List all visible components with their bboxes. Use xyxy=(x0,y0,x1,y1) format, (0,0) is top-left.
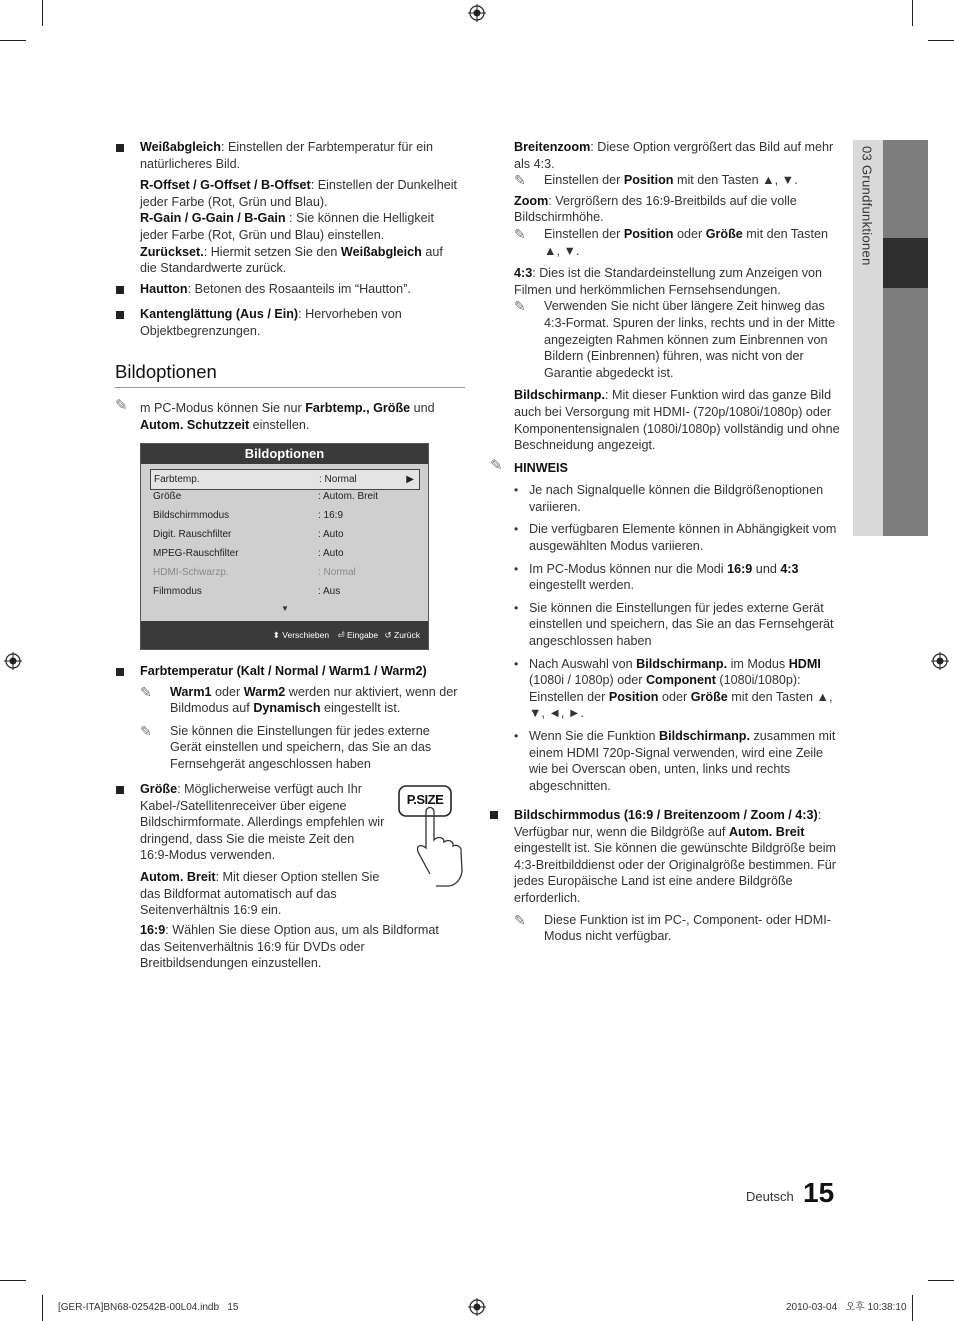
crop-mark xyxy=(42,1295,43,1321)
registration-mark-icon xyxy=(468,1298,486,1316)
crop-mark xyxy=(42,0,43,26)
page-number: 15 xyxy=(803,1177,835,1208)
pencil-note-icon: ✎ xyxy=(514,911,526,928)
farbtemperatur-item: Farbtemperatur (Kalt / Normal / Warm1 / Warm2) ✎ Warm1 oder Warm2 werden nur aktiviert, wenn der Bildmodus auf Dynamisch eingestellt ist. ✎ Sie können die Einstellungen für jedes externe Gerät einstellen und speichern, das Sie an das Fernsehgerät angeschlossen haben xyxy=(140,664,458,771)
square-bullet-icon xyxy=(116,144,124,152)
square-bullet-icon xyxy=(116,786,124,794)
side-tab-marker xyxy=(883,238,928,288)
osd-row-label: Bildschirmmodus xyxy=(153,510,230,521)
crop-mark xyxy=(912,1295,913,1321)
osd-row-value: : Autom. Breit xyxy=(318,491,379,502)
list-item: • Je nach Signalquelle können die Bildgrößenoptionen variieren. xyxy=(514,483,824,514)
arrow-down-icon: ▼ xyxy=(281,604,289,613)
move-icon: ⬍ xyxy=(272,630,280,640)
list-item: • Sie können die Einstellungen für jedes externe Gerät einstellen und speichern, das Sie an das Fernsehgerät angeschlossen haben xyxy=(514,600,834,649)
pencil-note-icon: ✎ xyxy=(514,172,526,189)
kantenglaettung-item: Kantenglättung (Aus / Ein): Hervorheben von Objektbegrenzungen. xyxy=(140,307,402,338)
osd-row-value: : Normal xyxy=(319,474,357,485)
back-label: Zurück xyxy=(394,630,420,640)
crop-mark xyxy=(928,40,954,41)
list-item: • Wenn Sie die Funktion Bildschirmanp. zusammen mit einem HDMI 720p-Signal verwenden, wird eine Zeile wie bei Overscan oben, unten, links und rechts abgeschnitten. xyxy=(514,729,836,793)
osd-row-label: Digit. Rauschfilter xyxy=(153,529,232,540)
osd-row-label: Farbtemp. xyxy=(154,474,200,485)
footer-stamp: 2010-03-04 오후 10:38:10 xyxy=(786,1302,907,1313)
list-item: • Die verfügbaren Elemente können in Abhängigkeit vom ausgewählten Modus variieren. xyxy=(514,522,837,554)
move-label: Verschieben xyxy=(282,630,330,640)
osd-row-value: : Normal xyxy=(318,567,356,578)
square-bullet-icon xyxy=(116,286,124,294)
psize-button-label: P.SIZE xyxy=(406,792,444,807)
weissabgleich-item: Weißabgleich: Einstellen der Farbtemperatur für ein natürlicheres Bild. R-Offset / G-Offset / B-Offset: Einstellen der Dunkelheit jeder Farbe (Rot, Grün und Blau). R-Gain / G-Gain / B-Gain : Sie können die Helligkeit jeder Farbe (Rot, Grün und Blau) einstellen. Zurückset.: Hiermit setzen Sie den Weißabgleich auf die Standardwerte zurück. xyxy=(140,140,458,276)
enter-icon: ⏎ xyxy=(337,630,345,640)
osd-row[interactable] xyxy=(153,525,421,544)
pencil-note-icon: ✎ xyxy=(115,397,128,414)
crop-mark xyxy=(0,1280,26,1281)
osd-row-value: : Aus xyxy=(318,586,341,597)
registration-mark-icon xyxy=(468,4,486,22)
chapter-label: 03 Grundfunktionen xyxy=(859,146,875,266)
osd-row-value: : Auto xyxy=(318,548,344,559)
arrow-right-icon: ▶ xyxy=(406,474,414,485)
enter-label: Eingabe xyxy=(346,630,379,640)
pc-mode-note: ✎ m PC-Modus können Sie nur Farbtemp., Größe und Autom. Schutzzeit einstellen. xyxy=(115,397,435,432)
osd-row-label: Filmmodus xyxy=(153,586,202,597)
osd-row-value: : 16:9 xyxy=(318,510,344,521)
heading-rule xyxy=(115,387,465,388)
square-bullet-icon xyxy=(490,811,498,819)
section-heading: Bildoptionen xyxy=(115,361,217,382)
osd-row-value: : Auto xyxy=(318,529,344,540)
osd-row[interactable] xyxy=(153,544,421,563)
osd-row xyxy=(153,563,421,582)
osd-row-label: Größe xyxy=(153,491,182,502)
osd-row-label: HDMI-Schwarzp. xyxy=(153,567,229,578)
osd-row[interactable] xyxy=(153,506,421,525)
list-item: • Nach Auswahl von Bildschirmanp. im Modus HDMI (1080i / 1080p) oder Component (1080i/1080p): Einstellen der Position oder Größe mit den Tasten ▲, ▼, ◄, ►. xyxy=(514,656,833,721)
hautton-item: Hautton: Betonen des Rosaanteils im “Hautton”. xyxy=(140,282,411,296)
right-column: Breitenzoom: Diese Option vergrößert das Bild auf mehr als 4:3. ✎ Einstellen der Position mit den Tasten ▲, ▼. Zoom: Vergrößern des 16:9-Breitbilds auf die volle Bildschirmhöhe. ✎ Einstellen der Position oder Größe mit den Tasten ▲, ▼. 4:3: Dies ist die Standardeinstellung zum Anzeigen von Filmen und herkömmlichen Fernsehsendungen. ✎ Verwenden Sie nicht über längere Zeit hinweg das 4:3-Format. Spuren der links, rechts und in der Mitte angezeigten Rahmen können zum Einbrennen von Bildern (Einbrennen) führen, was nicht von der Garantie abgedeckt ist. Bildschirmanp.: Mit dieser Funktion wird das ganze Bild auch bei Versorgung mit HDMI- (720p/1080i/1080p) oder Komponentensignalen (1080i/1080p) vollständig und ohne Beschneidung angezeigt. ✎ HINWEIS • Je nach Signalquelle können die Bildgrößenoptionen variieren. • Die verfügbaren Elemente können in Abhängigkeit vom ausgewählten Modus variieren. • Im PC-Modus können nur die Modi 16:9 und 4:3 eingestellt werden. • Sie können die Einstellungen für jedes externe Gerät einstellen und speichern, das Sie an das Fernsehgerät angeschlossen haben • Nach Auswahl von Bildschirmanp. im Modus HDMI (1080i / 1080p) oder Component (1080i/1080p): Einstellen der Position oder Größe mit den Tasten ▲, ▼, ◄, ►. • Wenn Sie die Funktion Bildschirmanp. zusammen mit einem HDMI 720p-Signal verwenden, wird eine Zeile wie bei Overscan oben, unten, links und rechts abgeschnitten. xyxy=(514,139,842,794)
registration-mark-icon xyxy=(4,652,22,670)
osd-row[interactable] xyxy=(153,582,421,601)
osd-menu xyxy=(140,443,429,650)
list-item: • Im PC-Modus können nur die Modi 16:9 und 4:3 eingestellt werden. xyxy=(514,561,799,593)
crop-mark xyxy=(912,0,913,26)
square-bullet-icon xyxy=(116,668,124,676)
groesse-item: Größe: Möglicherweise verfügt auch Ihr Kabel-/Satellitenreceiver über eigene Bildschirmformate. Allerdings empfehlen wir dringend, dass Sie die meiste Zeit den 16:9-Modus verwenden. Autom. Breit: Mit dieser Option stellen Sie das Bildformat automatisch auf das Seitenverhältnis 16:9 ein. xyxy=(140,782,385,918)
back-icon: ↺ xyxy=(384,630,392,640)
crop-mark xyxy=(928,1280,954,1281)
pencil-note-icon: ✎ xyxy=(140,683,152,700)
footer-language: Deutsch xyxy=(746,1189,794,1204)
osd-footer xyxy=(141,621,428,649)
bildschirmmodus-item: Bildschirmmodus (16:9 / Breitenzoom / Zoom / 4:3): Verfügbar nur, wenn die Bildgröße auf Autom. Breit eingestellt ist. Sie können die gewünschte Bildgröße beim 4:3-Breitbilddienst oder der Originalgröße bestimmen. Für jedes Europäische Land ist eine andere Bildgröße erforderlich. ✎ Diese Funktion ist im PC-, Component- oder HDMI-Modus nicht verfügbar. xyxy=(514,808,837,944)
pencil-note-icon: ✎ xyxy=(514,225,526,242)
side-tab-dark xyxy=(883,140,928,536)
pencil-note-icon: ✎ xyxy=(490,456,503,474)
r169-item: 16:9: Wählen Sie diese Option aus, um als Bildformat das Seitenverhältnis 16:9 für DVDs oder Breitbildsendungen einzustellen. xyxy=(140,923,439,971)
registration-mark-icon xyxy=(931,652,949,670)
footer-file: [GER-ITA]BN68-02542B-00L04.indb 15 xyxy=(58,1302,239,1313)
crop-mark xyxy=(0,40,26,41)
osd-title: Bildoptionen xyxy=(141,444,428,464)
square-bullet-icon xyxy=(116,311,124,319)
pencil-note-icon: ✎ xyxy=(514,298,526,315)
osd-row-label: MPEG-Rauschfilter xyxy=(153,548,239,559)
osd-row[interactable] xyxy=(153,487,421,506)
pencil-note-icon: ✎ xyxy=(140,722,152,739)
